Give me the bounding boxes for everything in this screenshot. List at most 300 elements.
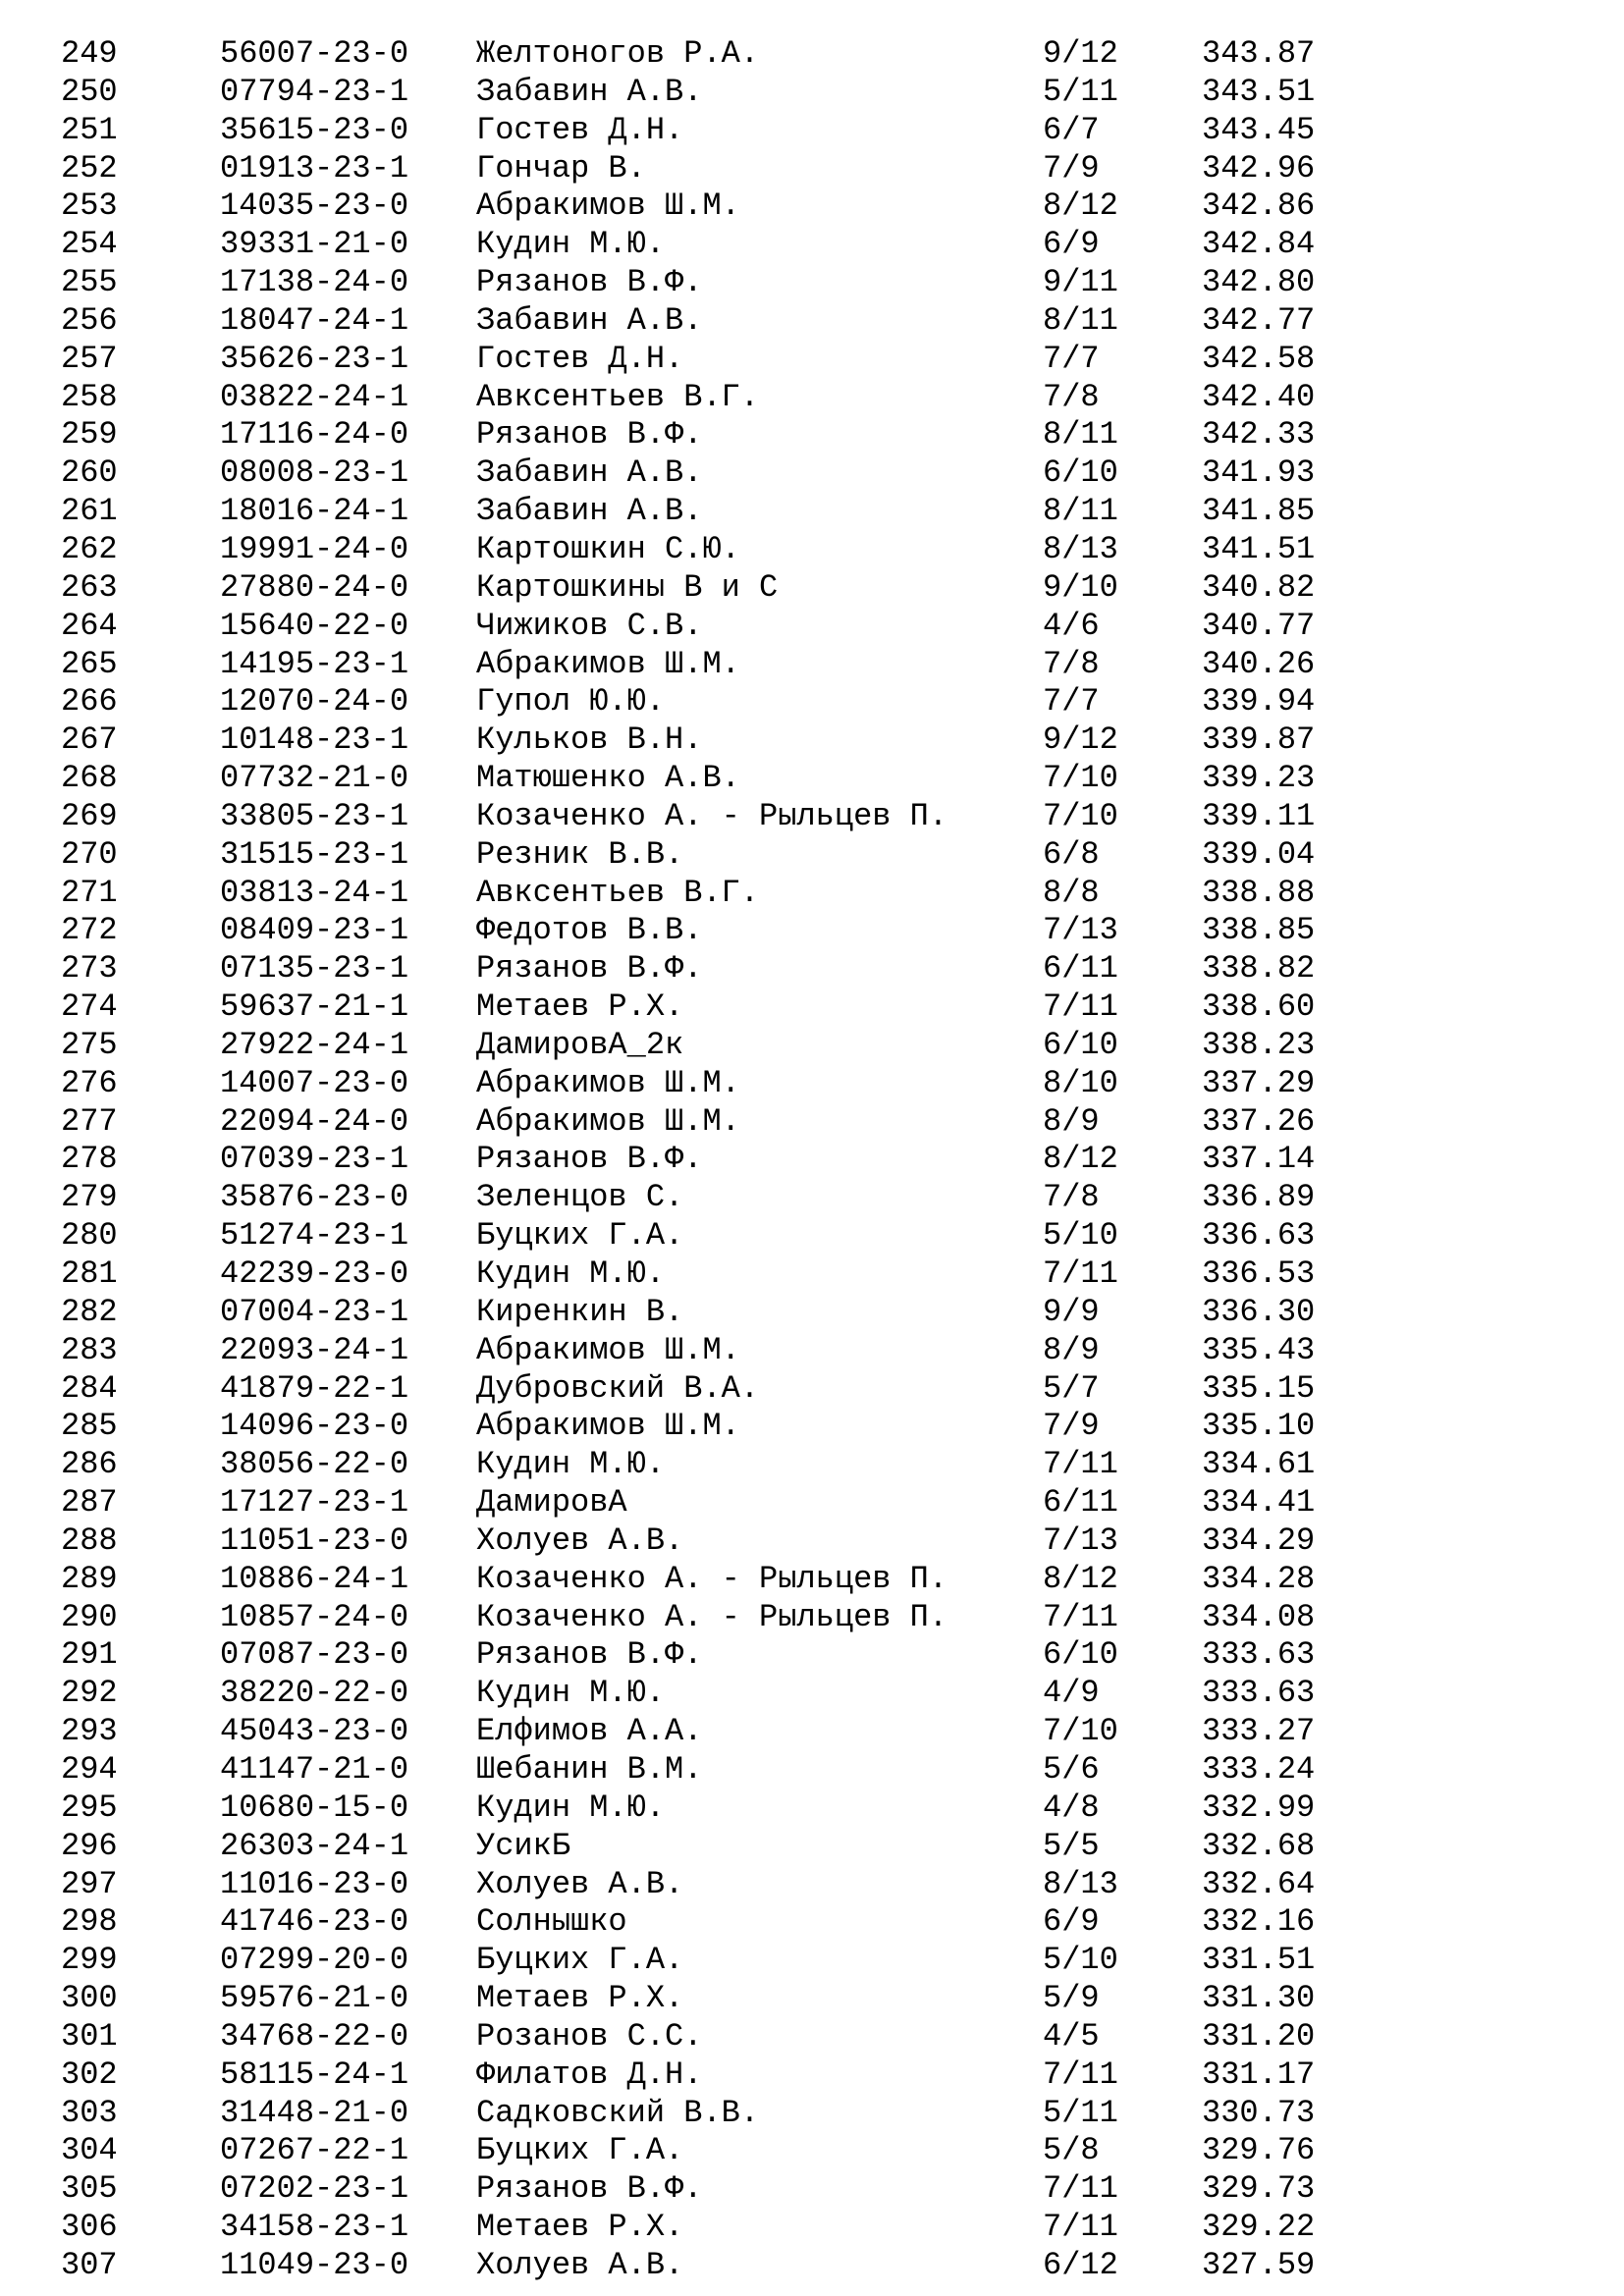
player-id-cell: 58115-24-1: [220, 2056, 409, 2093]
rating-cell: 342.40: [1202, 378, 1316, 415]
rating-cell: 334.61: [1202, 1446, 1316, 1483]
player-name-cell: Буцких Г.А.: [476, 2132, 684, 2169]
player-id-cell: 34158-23-1: [220, 2209, 409, 2246]
rating-cell: 334.29: [1202, 1522, 1316, 1559]
rank-cell: 283: [61, 1331, 118, 1368]
rank-cell: 258: [61, 378, 118, 415]
player-name-cell: Холуев А.В.: [476, 2246, 684, 2283]
player-name-cell: Рязанов В.Ф.: [476, 416, 703, 454]
player-id-cell: 07004-23-1: [220, 1293, 409, 1330]
table-row: [61, 1522, 1604, 1561]
games-cell: 7/9: [1043, 1408, 1100, 1445]
player-name-cell: Елфимов А.А.: [476, 1713, 703, 1750]
rank-cell: 295: [61, 1789, 118, 1826]
rank-cell: 288: [61, 1522, 118, 1559]
table-row: [61, 836, 1604, 875]
rating-cell: 333.27: [1202, 1713, 1316, 1750]
player-name-cell: Картошкины В и С: [476, 568, 779, 606]
table-row: [61, 1141, 1604, 1179]
table-row: [61, 1179, 1604, 1217]
player-name-cell: Абракимов Ш.М.: [476, 187, 740, 225]
games-cell: 7/11: [1043, 988, 1118, 1026]
games-cell: 8/10: [1043, 1064, 1118, 1101]
games-cell: 7/10: [1043, 760, 1118, 797]
player-id-cell: 18047-24-1: [220, 301, 409, 339]
games-cell: 6/10: [1043, 454, 1118, 492]
table-row: [61, 1751, 1604, 1789]
rank-cell: 293: [61, 1713, 118, 1750]
rank-cell: 304: [61, 2132, 118, 2169]
table-row: [61, 1065, 1604, 1103]
games-cell: 5/10: [1043, 1217, 1118, 1255]
games-cell: 9/9: [1043, 1293, 1100, 1330]
rating-cell: 337.14: [1202, 1141, 1316, 1178]
table-row: [61, 2056, 1604, 2095]
player-name-cell: Козаченко А. - Рыльцев П.: [476, 1560, 948, 1597]
player-id-cell: 10886-24-1: [220, 1560, 409, 1597]
player-name-cell: Кудин М.Ю.: [476, 1446, 666, 1483]
rating-cell: 333.24: [1202, 1750, 1316, 1788]
rating-cell: 338.88: [1202, 874, 1316, 911]
rating-cell: 340.26: [1202, 645, 1316, 682]
table-row: [61, 1599, 1604, 1637]
player-id-cell: 07299-20-0: [220, 1942, 409, 1979]
games-cell: 7/7: [1043, 340, 1100, 377]
rank-cell: 262: [61, 530, 118, 567]
rank-cell: 279: [61, 1179, 118, 1216]
rank-cell: 274: [61, 988, 118, 1026]
games-cell: 7/11: [1043, 2056, 1118, 2093]
table-row: [61, 1789, 1604, 1828]
player-id-cell: 07202-23-1: [220, 2170, 409, 2208]
table-row: [61, 1446, 1604, 1484]
rating-cell: 336.30: [1202, 1293, 1316, 1330]
table-row: [61, 341, 1604, 379]
table-row: [61, 646, 1604, 684]
table-row: [61, 1103, 1604, 1142]
rating-cell: 334.08: [1202, 1598, 1316, 1635]
rank-cell: 292: [61, 1675, 118, 1712]
rank-cell: 301: [61, 2017, 118, 2055]
rating-cell: 339.23: [1202, 760, 1316, 797]
games-cell: 7/11: [1043, 2209, 1118, 2246]
rank-cell: 291: [61, 1636, 118, 1674]
player-id-cell: 22093-24-1: [220, 1331, 409, 1368]
rank-cell: 285: [61, 1408, 118, 1445]
rank-cell: 284: [61, 1369, 118, 1407]
games-cell: 7/11: [1043, 1446, 1118, 1483]
games-cell: 4/9: [1043, 1675, 1100, 1712]
games-cell: 6/11: [1043, 950, 1118, 988]
rank-cell: 287: [61, 1484, 118, 1522]
player-name-cell: Рязанов В.Ф.: [476, 264, 703, 301]
player-name-cell: Гостев Д.Н.: [476, 111, 684, 148]
player-id-cell: 19991-24-0: [220, 530, 409, 567]
table-row: [61, 112, 1604, 150]
rating-cell: 332.16: [1202, 1903, 1316, 1941]
player-name-cell: Забавин А.В.: [476, 493, 703, 530]
rating-cell: 341.51: [1202, 530, 1316, 567]
rating-cell: 335.15: [1202, 1369, 1316, 1407]
table-row: [61, 2132, 1604, 2170]
player-name-cell: Абракимов Ш.М.: [476, 645, 740, 682]
rating-cell: 334.28: [1202, 1560, 1316, 1597]
table-row: [61, 1942, 1604, 1980]
player-name-cell: Забавин А.В.: [476, 301, 703, 339]
player-id-cell: 31448-21-0: [220, 2094, 409, 2131]
player-id-cell: 51274-23-1: [220, 1217, 409, 1255]
player-id-cell: 41879-22-1: [220, 1369, 409, 1407]
rating-cell: 329.76: [1202, 2132, 1316, 2169]
player-name-cell: Киренкин В.: [476, 1293, 684, 1330]
player-name-cell: Кульков В.Н.: [476, 721, 703, 759]
player-id-cell: 26303-24-1: [220, 1827, 409, 1864]
rank-cell: 250: [61, 73, 118, 110]
player-id-cell: 22094-24-0: [220, 1102, 409, 1140]
player-name-cell: Розанов С.С.: [476, 2017, 703, 2055]
table-row: [61, 2095, 1604, 2133]
player-name-cell: Метаев Р.Х.: [476, 2209, 684, 2246]
player-id-cell: 41147-21-0: [220, 1750, 409, 1788]
table-row: [61, 721, 1604, 760]
games-cell: 6/7: [1043, 111, 1100, 148]
rank-cell: 278: [61, 1141, 118, 1178]
rating-cell: 333.63: [1202, 1636, 1316, 1674]
player-id-cell: 11049-23-0: [220, 2246, 409, 2283]
rank-cell: 255: [61, 264, 118, 301]
player-name-cell: Козаченко А. - Рыльцев П.: [476, 1598, 948, 1635]
player-id-cell: 10857-24-0: [220, 1598, 409, 1635]
games-cell: 5/8: [1043, 2132, 1100, 2169]
rating-cell: 339.04: [1202, 835, 1316, 873]
player-id-cell: 03813-24-1: [220, 874, 409, 911]
player-id-cell: 35615-23-0: [220, 111, 409, 148]
rank-cell: 294: [61, 1750, 118, 1788]
player-id-cell: 41746-23-0: [220, 1903, 409, 1941]
player-id-cell: 31515-23-1: [220, 835, 409, 873]
rating-cell: 343.87: [1202, 35, 1316, 72]
player-name-cell: Рязанов В.Ф.: [476, 950, 703, 988]
games-cell: 8/11: [1043, 493, 1118, 530]
games-cell: 6/10: [1043, 1636, 1118, 1674]
player-id-cell: 56007-23-0: [220, 35, 409, 72]
table-row: [61, 2170, 1604, 2209]
table-row: [61, 912, 1604, 950]
games-cell: 9/10: [1043, 568, 1118, 606]
table-row: [61, 416, 1604, 454]
rating-cell: 338.82: [1202, 950, 1316, 988]
table-row: [61, 1828, 1604, 1866]
player-name-cell: Картошкин С.Ю.: [476, 530, 740, 567]
player-id-cell: 45043-23-0: [220, 1713, 409, 1750]
table-row: [61, 760, 1604, 798]
games-cell: 5/7: [1043, 1369, 1100, 1407]
table-row: [61, 531, 1604, 569]
games-cell: 5/9: [1043, 1980, 1100, 2017]
player-id-cell: 35876-23-0: [220, 1179, 409, 1216]
rating-cell: 331.30: [1202, 1980, 1316, 2017]
rank-cell: 270: [61, 835, 118, 873]
rank-cell: 275: [61, 1026, 118, 1063]
rating-cell: 329.73: [1202, 2170, 1316, 2208]
rating-cell: 340.82: [1202, 568, 1316, 606]
player-id-cell: 14035-23-0: [220, 187, 409, 225]
rank-cell: 271: [61, 874, 118, 911]
rank-cell: 305: [61, 2170, 118, 2208]
rank-cell: 289: [61, 1560, 118, 1597]
rank-cell: 280: [61, 1217, 118, 1255]
player-id-cell: 17127-23-1: [220, 1484, 409, 1522]
player-name-cell: Метаев Р.Х.: [476, 1980, 684, 2017]
table-row: [61, 226, 1604, 264]
rank-cell: 256: [61, 301, 118, 339]
rating-cell: 334.41: [1202, 1484, 1316, 1522]
player-name-cell: Абракимов Ш.М.: [476, 1102, 740, 1140]
player-id-cell: 15640-22-0: [220, 607, 409, 644]
player-id-cell: 18016-24-1: [220, 493, 409, 530]
rating-cell: 335.10: [1202, 1408, 1316, 1445]
rank-cell: 253: [61, 187, 118, 225]
rating-cell: 341.93: [1202, 454, 1316, 492]
games-cell: 8/9: [1043, 1102, 1100, 1140]
games-cell: 6/9: [1043, 1903, 1100, 1941]
table-row: [61, 1294, 1604, 1332]
games-cell: 9/11: [1043, 264, 1118, 301]
player-name-cell: Забавин А.В.: [476, 73, 703, 110]
table-row: [61, 1903, 1604, 1942]
games-cell: 8/8: [1043, 874, 1100, 911]
player-id-cell: 08008-23-1: [220, 454, 409, 492]
table-row: [61, 35, 1604, 74]
games-cell: 6/10: [1043, 1026, 1118, 1063]
table-row: [61, 2247, 1604, 2285]
rank-cell: 282: [61, 1293, 118, 1330]
player-name-cell: Метаев Р.Х.: [476, 988, 684, 1026]
games-cell: 6/8: [1043, 835, 1100, 873]
games-cell: 5/10: [1043, 1942, 1118, 1979]
player-id-cell: 07135-23-1: [220, 950, 409, 988]
player-name-cell: Дубровский В.А.: [476, 1369, 760, 1407]
rank-cell: 303: [61, 2094, 118, 2131]
table-row: [61, 988, 1604, 1027]
rank-cell: 286: [61, 1446, 118, 1483]
player-id-cell: 10680-15-0: [220, 1789, 409, 1826]
rating-cell: 336.53: [1202, 1255, 1316, 1292]
player-id-cell: 17116-24-0: [220, 416, 409, 454]
rating-cell: 339.87: [1202, 721, 1316, 759]
player-id-cell: 07267-22-1: [220, 2132, 409, 2169]
rank-cell: 297: [61, 1865, 118, 1902]
table-row: [61, 1332, 1604, 1370]
rank-cell: 254: [61, 226, 118, 263]
rank-cell: 251: [61, 111, 118, 148]
player-name-cell: Буцких Г.А.: [476, 1942, 684, 1979]
games-cell: 5/5: [1043, 1827, 1100, 1864]
games-cell: 7/8: [1043, 378, 1100, 415]
table-row: [61, 302, 1604, 341]
player-name-cell: Гостев Д.Н.: [476, 340, 684, 377]
games-cell: 4/5: [1043, 2017, 1100, 2055]
player-id-cell: 33805-23-1: [220, 797, 409, 834]
rating-cell: 338.60: [1202, 988, 1316, 1026]
rank-cell: 257: [61, 340, 118, 377]
player-name-cell: Рязанов В.Ф.: [476, 1636, 703, 1674]
table-row: [61, 1675, 1604, 1713]
rating-cell: 342.58: [1202, 340, 1316, 377]
games-cell: 7/13: [1043, 1522, 1118, 1559]
table-row: [61, 264, 1604, 302]
player-id-cell: 38056-22-0: [220, 1446, 409, 1483]
games-cell: 8/12: [1043, 1141, 1118, 1178]
player-name-cell: Чижиков С.В.: [476, 607, 703, 644]
player-name-cell: Филатов Д.Н.: [476, 2056, 703, 2093]
player-name-cell: Авксентьев В.Г.: [476, 378, 760, 415]
games-cell: 7/11: [1043, 1255, 1118, 1292]
rating-cell: 332.64: [1202, 1865, 1316, 1902]
player-id-cell: 59637-21-1: [220, 988, 409, 1026]
player-id-cell: 11051-23-0: [220, 1522, 409, 1559]
rating-cell: 332.99: [1202, 1789, 1316, 1826]
rank-cell: 300: [61, 1980, 118, 2017]
player-id-cell: 07732-21-0: [220, 760, 409, 797]
player-id-cell: 01913-23-1: [220, 149, 409, 187]
player-id-cell: 27922-24-1: [220, 1026, 409, 1063]
games-cell: 7/11: [1043, 2170, 1118, 2208]
rating-cell: 340.77: [1202, 607, 1316, 644]
player-name-cell: Буцких Г.А.: [476, 1217, 684, 1255]
rating-cell: 331.51: [1202, 1942, 1316, 1979]
player-name-cell: Рязанов В.Ф.: [476, 2170, 703, 2208]
player-id-cell: 11016-23-0: [220, 1865, 409, 1902]
games-cell: 7/11: [1043, 1598, 1118, 1635]
rating-cell: 327.59: [1202, 2246, 1316, 2283]
games-cell: 5/11: [1043, 73, 1118, 110]
player-id-cell: 07794-23-1: [220, 73, 409, 110]
table-row: [61, 1713, 1604, 1751]
rating-cell: 330.73: [1202, 2094, 1316, 2131]
player-id-cell: 59576-21-0: [220, 1980, 409, 2017]
rank-cell: 290: [61, 1598, 118, 1635]
rating-cell: 331.20: [1202, 2017, 1316, 2055]
rank-cell: 265: [61, 645, 118, 682]
player-name-cell: Холуев А.В.: [476, 1522, 684, 1559]
rank-cell: 264: [61, 607, 118, 644]
player-id-cell: 14007-23-0: [220, 1064, 409, 1101]
player-id-cell: 39331-21-0: [220, 226, 409, 263]
games-cell: 9/12: [1043, 35, 1118, 72]
table-row: [61, 1636, 1604, 1675]
player-id-cell: 42239-23-0: [220, 1255, 409, 1292]
rank-cell: 307: [61, 2246, 118, 2283]
player-name-cell: Шебанин В.М.: [476, 1750, 703, 1788]
games-cell: 6/11: [1043, 1484, 1118, 1522]
player-name-cell: Гончар В.: [476, 149, 646, 187]
player-name-cell: Забавин А.В.: [476, 454, 703, 492]
rating-cell: 337.26: [1202, 1102, 1316, 1140]
rank-cell: 299: [61, 1942, 118, 1979]
rating-cell: 341.85: [1202, 493, 1316, 530]
games-cell: 7/7: [1043, 683, 1100, 721]
rank-cell: 277: [61, 1102, 118, 1140]
table-row: [61, 493, 1604, 531]
player-id-cell: 38220-22-0: [220, 1675, 409, 1712]
player-name-cell: Абракимов Ш.М.: [476, 1331, 740, 1368]
games-cell: 9/12: [1043, 721, 1118, 759]
table-row: [61, 187, 1604, 226]
table-row: [61, 683, 1604, 721]
player-name-cell: Гупол Ю.Ю.: [476, 683, 666, 721]
rating-cell: 335.43: [1202, 1331, 1316, 1368]
table-row: [61, 1370, 1604, 1409]
player-id-cell: 17138-24-0: [220, 264, 409, 301]
player-name-cell: Солнышко: [476, 1903, 627, 1941]
player-name-cell: Козаченко А. - Рыльцев П.: [476, 797, 948, 834]
player-name-cell: Садковский В.В.: [476, 2094, 760, 2131]
rank-cell: 268: [61, 760, 118, 797]
table-row: [61, 875, 1604, 913]
games-cell: 4/6: [1043, 607, 1100, 644]
rank-cell: 267: [61, 721, 118, 759]
table-row: [61, 1408, 1604, 1446]
rank-cell: 281: [61, 1255, 118, 1292]
games-cell: 7/10: [1043, 1713, 1118, 1750]
player-name-cell: Абракимов Ш.М.: [476, 1064, 740, 1101]
rating-cell: 336.89: [1202, 1179, 1316, 1216]
games-cell: 8/13: [1043, 530, 1118, 567]
table-row: [61, 1027, 1604, 1065]
rank-cell: 261: [61, 493, 118, 530]
player-name-cell: ДамировА: [476, 1484, 627, 1522]
player-id-cell: 03822-24-1: [220, 378, 409, 415]
rank-cell: 276: [61, 1064, 118, 1101]
games-cell: 7/8: [1043, 1179, 1100, 1216]
player-name-cell: УсикБ: [476, 1827, 571, 1864]
games-cell: 6/12: [1043, 2246, 1118, 2283]
rank-cell: 298: [61, 1903, 118, 1941]
player-id-cell: 14195-23-1: [220, 645, 409, 682]
rank-cell: 296: [61, 1827, 118, 1864]
player-id-cell: 27880-24-0: [220, 568, 409, 606]
player-id-cell: 07039-23-1: [220, 1141, 409, 1178]
games-cell: 8/13: [1043, 1865, 1118, 1902]
games-cell: 8/9: [1043, 1331, 1100, 1368]
player-name-cell: Федотов В.В.: [476, 912, 703, 949]
rating-cell: 339.11: [1202, 797, 1316, 834]
rating-cell: 332.68: [1202, 1827, 1316, 1864]
rank-cell: 259: [61, 416, 118, 454]
rank-cell: 306: [61, 2209, 118, 2246]
player-name-cell: Резник В.В.: [476, 835, 684, 873]
games-cell: 4/8: [1043, 1789, 1100, 1826]
rank-cell: 249: [61, 35, 118, 72]
rank-cell: 260: [61, 454, 118, 492]
player-id-cell: 07087-23-0: [220, 1636, 409, 1674]
rating-cell: 331.17: [1202, 2056, 1316, 2093]
player-name-cell: Рязанов В.Ф.: [476, 1141, 703, 1178]
table-row: [61, 454, 1604, 493]
player-id-cell: 34768-22-0: [220, 2017, 409, 2055]
table-row: [61, 950, 1604, 988]
rank-cell: 272: [61, 912, 118, 949]
games-cell: 5/6: [1043, 1750, 1100, 1788]
table-row: [61, 608, 1604, 646]
player-name-cell: Матюшенко А.В.: [476, 760, 740, 797]
player-name-cell: Авксентьев В.Г.: [476, 874, 760, 911]
rating-cell: 336.63: [1202, 1217, 1316, 1255]
table-row: [61, 798, 1604, 836]
player-name-cell: Кудин М.Ю.: [476, 226, 666, 263]
player-name-cell: Холуев А.В.: [476, 1865, 684, 1902]
